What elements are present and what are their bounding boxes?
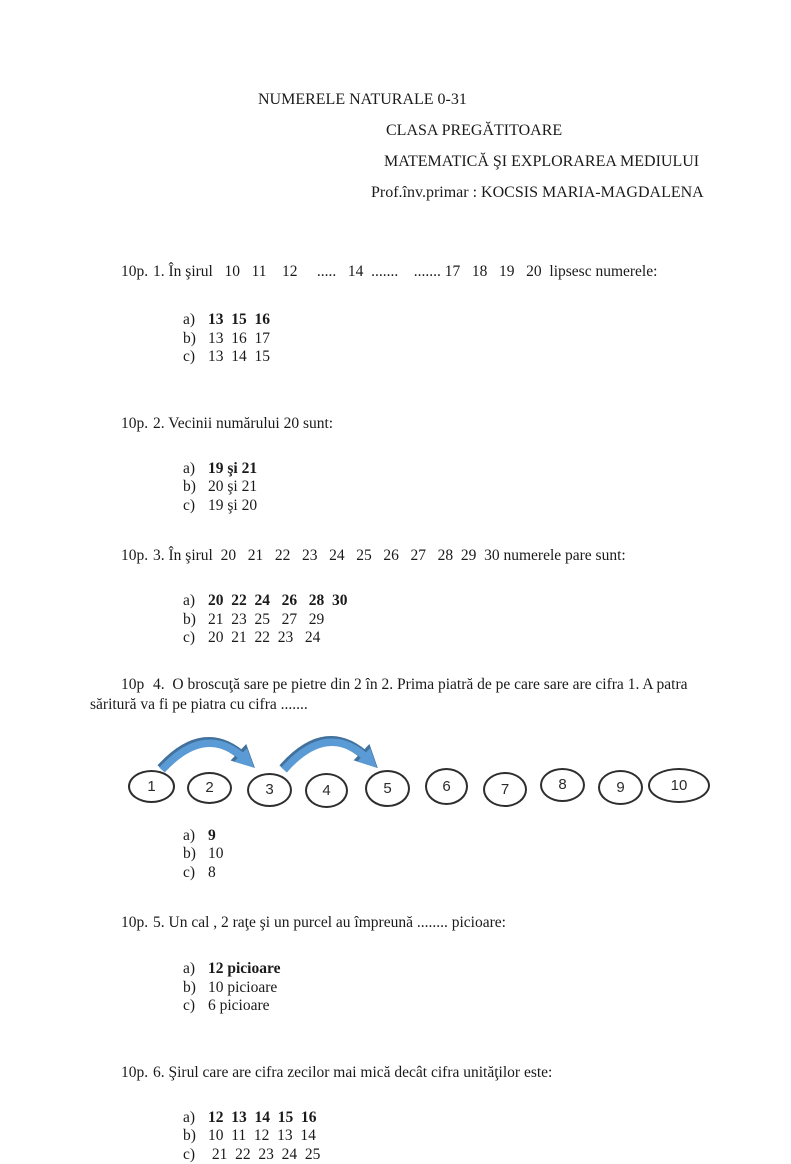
stone-9: 9 bbox=[598, 770, 643, 805]
option-text: 20 22 24 26 28 30 bbox=[208, 592, 348, 609]
question-text: 2. Vecinii numărului 20 sunt: bbox=[153, 415, 333, 432]
option-letter: a) bbox=[183, 827, 208, 846]
question-text: 4. O broscuţă sare pe pietre din 2 în 2. Prima piatră de pe care sare are cifra 1. A patra săritură va fi pe piatra cu cifra ....... bbox=[90, 676, 691, 713]
question-points: 10p. bbox=[121, 913, 153, 933]
option-letter: b) bbox=[183, 478, 208, 497]
stone-4: 4 bbox=[305, 773, 348, 808]
option-text: 21 23 25 27 29 bbox=[208, 611, 324, 628]
option-text: 8 bbox=[208, 864, 216, 881]
doc-author: Prof.înv.primar : KOCSIS MARIA-MAGDALENA bbox=[371, 177, 791, 208]
option-letter: c) bbox=[183, 864, 208, 883]
option-b bbox=[183, 330, 791, 349]
question-points: 10p. bbox=[121, 414, 153, 434]
question-5 bbox=[90, 893, 791, 1016]
option-letter: c) bbox=[183, 997, 208, 1016]
option-letter: a) bbox=[183, 960, 208, 979]
frog-jump-figure bbox=[0, 730, 791, 822]
option-text: 19 şi 21 bbox=[208, 460, 257, 477]
question-text: 5. Un cal , 2 raţe şi un purcel au împreună ........ picioare: bbox=[153, 914, 506, 931]
option-letter: a) bbox=[183, 1109, 208, 1128]
option-letter: a) bbox=[183, 460, 208, 479]
option-c bbox=[183, 1146, 791, 1164]
question-4-line bbox=[90, 655, 707, 735]
question-points: 10p. bbox=[121, 1063, 153, 1083]
question-2-line bbox=[90, 394, 791, 454]
question-points: 10p. bbox=[121, 546, 153, 566]
option-a bbox=[183, 460, 791, 479]
option-letter: c) bbox=[183, 348, 208, 367]
jump-arrow-2 bbox=[283, 740, 369, 769]
question-2-options bbox=[183, 460, 791, 516]
option-letter: b) bbox=[183, 330, 208, 349]
stone-5: 5 bbox=[365, 770, 410, 807]
questions-area bbox=[0, 242, 791, 1164]
option-b bbox=[183, 611, 791, 630]
question-1 bbox=[90, 242, 791, 367]
option-letter: c) bbox=[183, 497, 208, 516]
option-c bbox=[183, 864, 791, 883]
question-points: 10p. bbox=[121, 262, 153, 282]
option-text: 13 16 17 bbox=[208, 330, 270, 347]
stone-8: 8 bbox=[540, 768, 585, 802]
question-text: 3. În şirul 20 21 22 23 24 25 26 27 28 29 30 numerele pare sunt: bbox=[153, 547, 626, 564]
option-text: 6 picioare bbox=[208, 997, 270, 1014]
question-4-options bbox=[183, 827, 791, 883]
question-4 bbox=[90, 655, 791, 883]
option-text: 10 bbox=[208, 845, 224, 862]
question-3-line bbox=[90, 526, 791, 586]
stone-6: 6 bbox=[425, 768, 468, 805]
option-a bbox=[183, 1109, 791, 1128]
option-letter: b) bbox=[183, 611, 208, 630]
option-letter: b) bbox=[183, 1127, 208, 1146]
option-text: 12 13 14 15 16 bbox=[208, 1109, 317, 1126]
jump-arrow-1 bbox=[161, 741, 246, 769]
option-c bbox=[183, 348, 791, 367]
doc-title: NUMERELE NATURALE 0-31 bbox=[258, 84, 791, 115]
option-text: 9 bbox=[208, 827, 216, 844]
option-letter: a) bbox=[183, 311, 208, 330]
stone-7: 7 bbox=[483, 772, 527, 807]
question-text: 6. Şirul care are cifra zecilor mai mică decât cifra unităţilor este: bbox=[153, 1064, 552, 1081]
option-letter: c) bbox=[183, 629, 208, 648]
option-text: 20 21 22 23 24 bbox=[208, 629, 320, 646]
stone-2: 2 bbox=[187, 772, 232, 804]
option-text: 13 15 16 bbox=[208, 311, 270, 328]
question-6-options bbox=[183, 1109, 791, 1164]
question-6 bbox=[90, 1043, 791, 1164]
option-a bbox=[183, 827, 791, 846]
option-b bbox=[183, 979, 791, 998]
stone-1: 1 bbox=[128, 770, 175, 803]
option-letter: c) bbox=[183, 1146, 208, 1164]
option-letter: a) bbox=[183, 592, 208, 611]
option-b bbox=[183, 478, 791, 497]
question-5-line bbox=[90, 893, 791, 953]
question-6-line bbox=[90, 1043, 791, 1103]
option-text: 19 şi 20 bbox=[208, 497, 257, 514]
stone-3: 3 bbox=[247, 773, 292, 807]
option-c bbox=[183, 997, 791, 1016]
question-1-options bbox=[183, 311, 791, 367]
option-text: 20 şi 21 bbox=[208, 478, 257, 495]
option-text: 12 picioare bbox=[208, 960, 280, 977]
option-a bbox=[183, 960, 791, 979]
option-letter: b) bbox=[183, 845, 208, 864]
question-3 bbox=[90, 526, 791, 648]
question-text: 1. În şirul 10 11 12 ..... 14 ....... ....... 17 18 19 20 lipsesc numerele: bbox=[153, 263, 657, 280]
question-3-options bbox=[183, 592, 791, 648]
option-a bbox=[183, 311, 791, 330]
doc-class: CLASA PREGĂTITOARE bbox=[386, 115, 791, 146]
question-5-options bbox=[183, 960, 791, 1016]
stone-10: 10 bbox=[648, 768, 710, 803]
option-c bbox=[183, 629, 791, 648]
document-header bbox=[0, 0, 791, 208]
question-1-line bbox=[90, 242, 791, 302]
question-2 bbox=[90, 394, 791, 516]
option-text: 21 22 23 24 25 bbox=[208, 1146, 320, 1163]
option-a bbox=[183, 592, 791, 611]
doc-subject: MATEMATICĂ ŞI EXPLORAREA MEDIULUI bbox=[384, 146, 791, 177]
option-text: 10 picioare bbox=[208, 979, 277, 996]
option-text: 10 11 12 13 14 bbox=[208, 1127, 316, 1144]
option-b bbox=[183, 845, 791, 864]
option-letter: b) bbox=[183, 979, 208, 998]
option-text: 13 14 15 bbox=[208, 348, 270, 365]
question-points: 10p bbox=[121, 675, 153, 695]
option-c bbox=[183, 497, 791, 516]
option-b bbox=[183, 1127, 791, 1146]
